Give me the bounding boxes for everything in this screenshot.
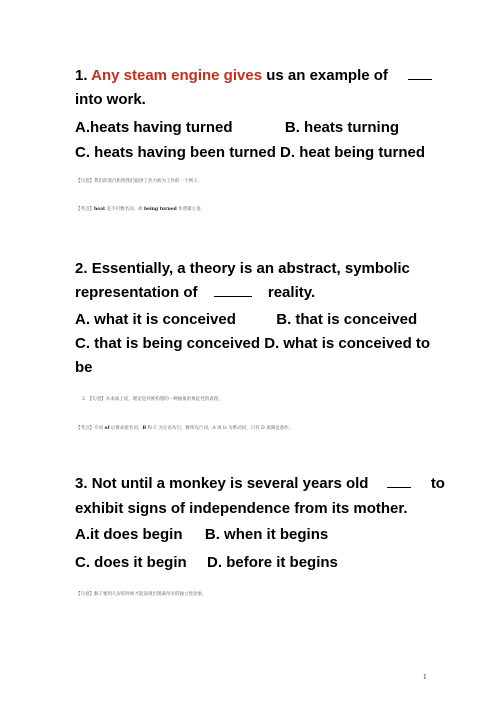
q1-stem-line1 xyxy=(75,67,432,84)
q1-options-row2: C. heats having been turned D. heat being turned xyxy=(75,144,426,161)
q3-number: 3. xyxy=(75,475,88,492)
q3-options-row2 xyxy=(75,554,338,571)
q2-answer-blank xyxy=(214,296,252,297)
q2-note-translation: 2 【句意】从本质上说，理论是对被构想的一种抽象的象征性的表现。 xyxy=(82,397,223,402)
q2-stem-text: Essentially, a theory is an abstract, symbolic xyxy=(91,260,410,277)
q3-note-translation: 【句意】猴子要到几岁的时候才能表现出脱离母亲的独立性迹象。 xyxy=(76,592,207,597)
q1-number: 1. xyxy=(75,67,88,84)
q2-option-b: B. that is conceived xyxy=(276,311,418,328)
q3-option-d: D. before it begins xyxy=(207,554,338,571)
q2-options-row2: C. that is being conceived D. what is conceived to xyxy=(75,335,431,352)
q1-note-translation: 【句意】我们的蒸汽机给我们提供了热力转为工作的一个例子。 xyxy=(76,179,202,184)
q1-note-explanation: 【考点】heat 是不可数名词，故 being turned 作逻辑主语。 xyxy=(76,207,206,212)
q2-options-row3: be xyxy=(75,359,93,376)
q1-options-row1 xyxy=(75,119,399,136)
q3-stem-line2: exhibit signs of independence from its mother. xyxy=(75,500,408,517)
q3-options-row1 xyxy=(75,526,328,543)
q2-stem-line2: representation of reality. xyxy=(75,284,316,301)
q1-stem-text: us an example of xyxy=(266,67,388,84)
q2-note-explanation: 【考点】介词 of 后要求接名词，B 和 C 为定语从句，修饰先行词，A 项 is 为系动词，只有 D 项满足条件。 xyxy=(76,426,294,431)
q3-option-a: A.it does begin xyxy=(75,526,183,543)
q1-option-a: A.heats having turned xyxy=(75,119,233,136)
q1-answer-blank xyxy=(408,79,432,80)
q3-option-b: B. when it begins xyxy=(204,526,329,543)
q3-stem-line1: 3. Not until a monkey is several years old to xyxy=(75,475,445,492)
q2-option-a: A. what it is conceived xyxy=(75,311,236,328)
q2-stem-line1 xyxy=(75,260,410,277)
q3-answer-blank xyxy=(387,487,411,488)
q1-stem-highlight: Any steam engine gives xyxy=(91,67,263,84)
q2-options-row1 xyxy=(75,311,417,328)
q2-number: 2. xyxy=(75,260,88,277)
page-number: 1 xyxy=(423,674,427,681)
q3-option-c: C. does it begin xyxy=(75,554,187,571)
q1-option-b: B. heats turning xyxy=(284,119,400,136)
q1-stem-line2: into work. xyxy=(75,91,146,108)
